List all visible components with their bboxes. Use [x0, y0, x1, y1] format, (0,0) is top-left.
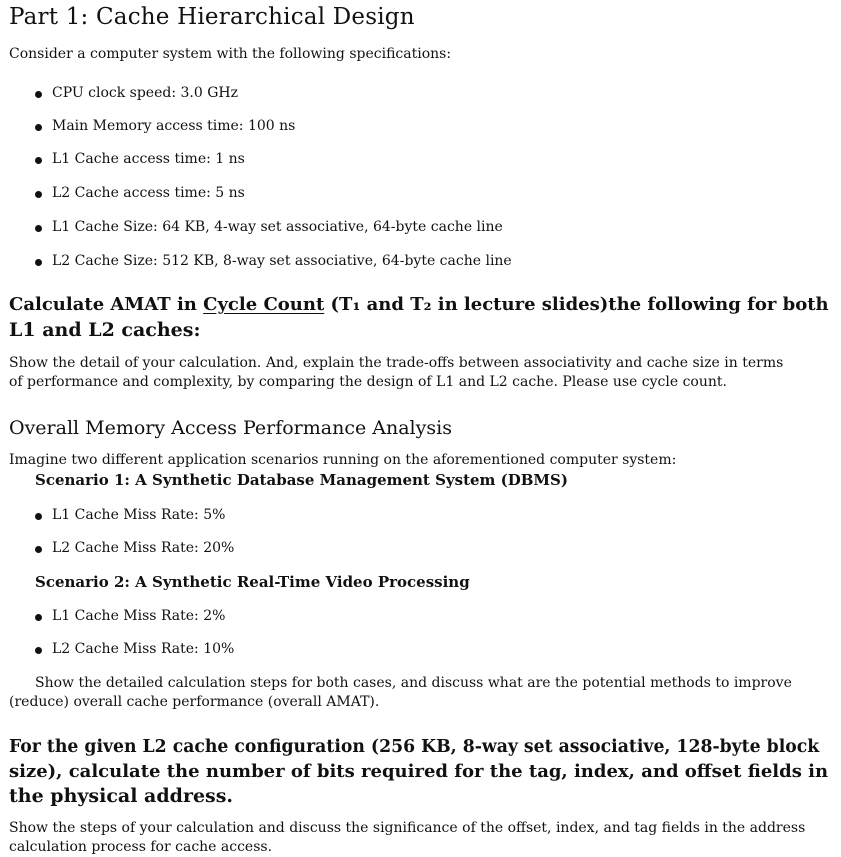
- scenario2-item: L1 Cache Miss Rate: 2%: [52, 608, 226, 624]
- scenario1-item: L1 Cache Miss Rate: 5%: [52, 507, 226, 523]
- address-body-line1: Show the steps of your calculation and discuss the significance of the offset, index, and tag fields in the address: [9, 820, 806, 836]
- amat-heading-prefix: Calculate AMAT in: [9, 294, 204, 315]
- spec-item: Main Memory access time: 100 ns: [52, 118, 296, 134]
- scenario1-title: Scenario 1: A Synthetic Database Management System (DBMS): [35, 471, 568, 489]
- amat-heading-line2: L1 and L2 caches:: [9, 319, 201, 341]
- scenario2-item: L2 Cache Miss Rate: 10%: [52, 641, 235, 657]
- spec-item: L2 Cache Size: 512 KB, 8-way set associative, 64-byte cache line: [52, 253, 512, 269]
- amat-body-line2: of performance and complexity, by comparing the design of L1 and L2 cache. Please use cycle count.: [9, 374, 727, 390]
- overall-intro: Imagine two different application scenarios running on the aforementioned computer system:: [9, 452, 677, 468]
- spec-item: CPU clock speed: 3.0 GHz: [52, 85, 238, 101]
- part1-title: Part 1: Cache Hierarchical Design: [9, 4, 415, 30]
- amat-heading-underlined: Cycle Count: [203, 294, 325, 315]
- scenario2-title: Scenario 2: A Synthetic Real-Time Video Processing: [35, 573, 470, 591]
- spec-item: L1 Cache Size: 64 KB, 4-way set associative, 64-byte cache line: [52, 219, 503, 235]
- address-heading-line3: the physical address.: [9, 785, 234, 807]
- spec-item: L1 Cache access time: 1 ns: [52, 151, 245, 167]
- amat-heading: [9, 294, 829, 315]
- address-heading-line1: For the given L2 cache configuration (256 KB, 8-way set associative, 128-byte block: [9, 737, 820, 757]
- overall-heading: Overall Memory Access Performance Analysis: [9, 417, 452, 439]
- address-body-line2: calculation process for cache access.: [9, 839, 273, 855]
- spec-item: L2 Cache access time: 5 ns: [52, 185, 245, 201]
- amat-heading-suffix: (T₁ and T₂ in lecture slides)the following for both: [324, 294, 829, 315]
- overall-body-line1: Show the detailed calculation steps for both cases, and discuss what are the potential methods to improve: [35, 675, 792, 691]
- address-heading-line2: size), calculate the number of bits required for the tag, index, and offset fields in: [9, 761, 829, 782]
- overall-body-line2: (reduce) overall cache performance (overall AMAT).: [9, 694, 380, 710]
- amat-body-line1: Show the detail of your calculation. And, explain the trade-offs between associativity and cache size in terms: [9, 355, 784, 371]
- scenario1-item: L2 Cache Miss Rate: 20%: [52, 540, 235, 556]
- part1-intro: Consider a computer system with the following specifications:: [9, 46, 452, 62]
